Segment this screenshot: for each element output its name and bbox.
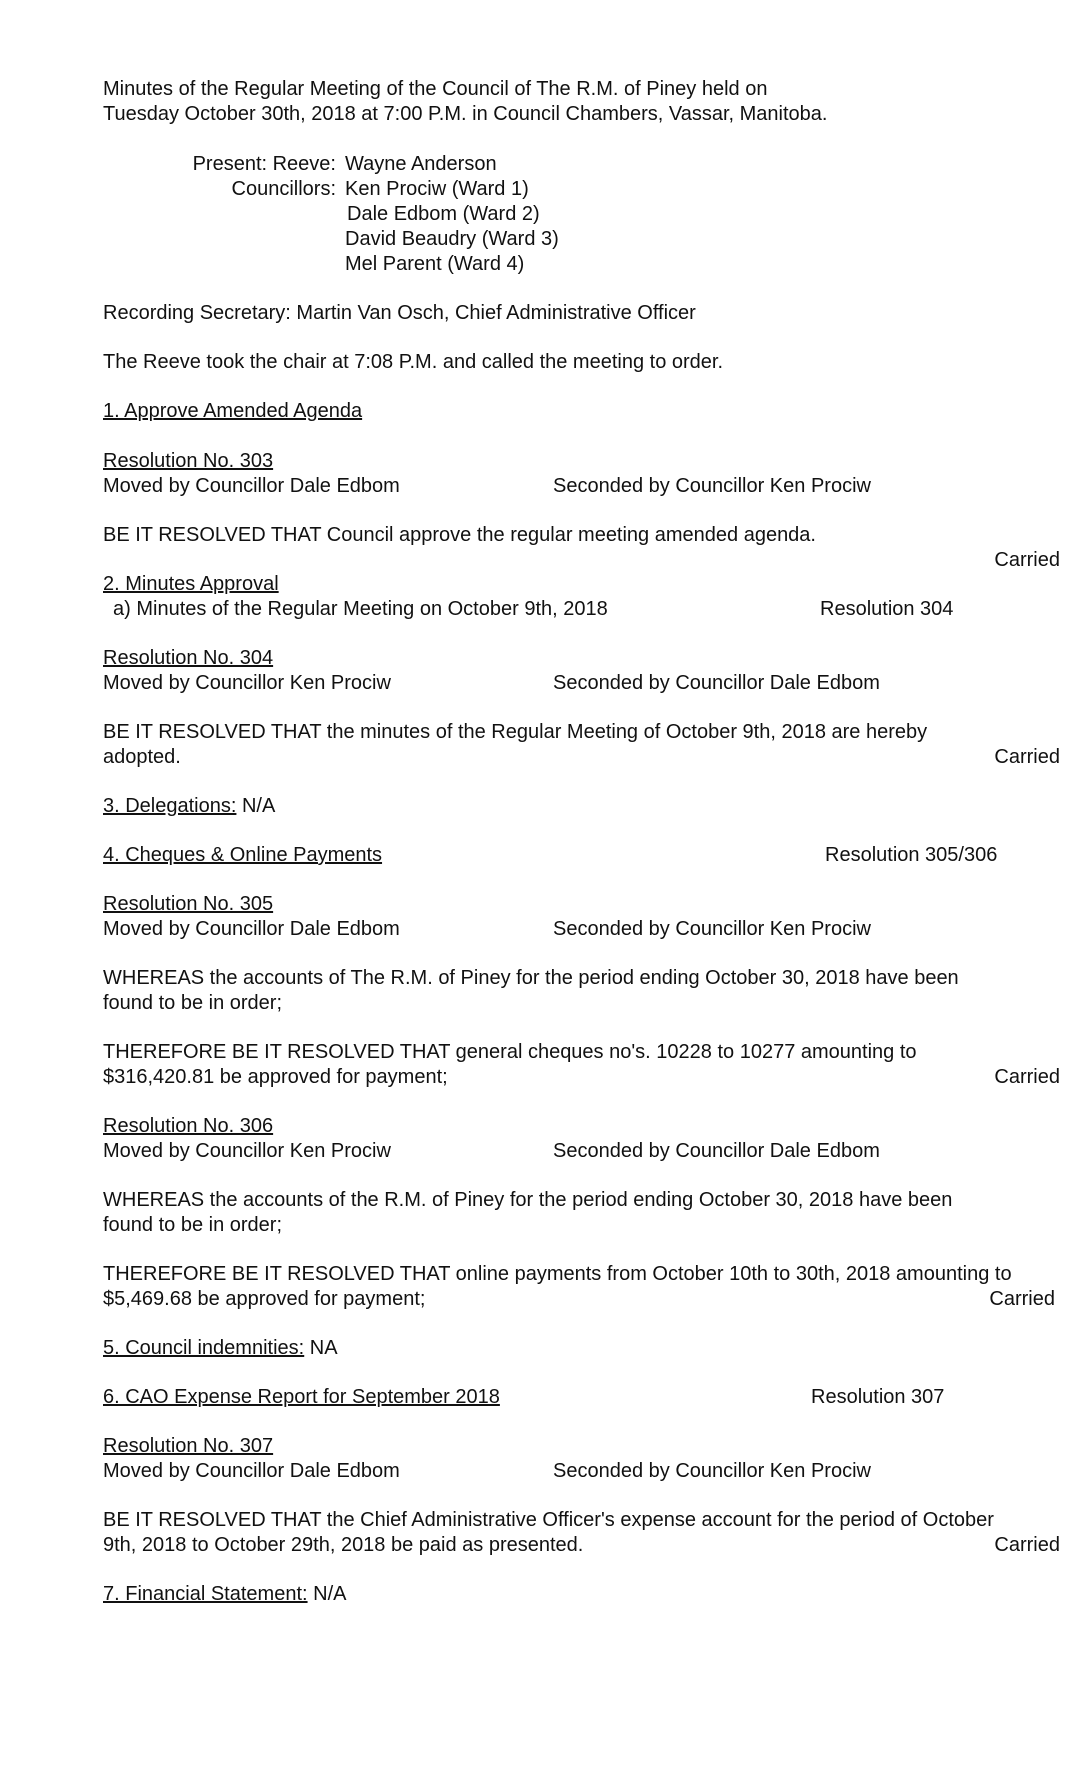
section-5 — [103, 1336, 338, 1361]
section-4-title: 4. Cheques & Online Payments — [103, 844, 383, 866]
resolution-304-text-line-1: BE IT RESOLVED THAT the minutes of the Regular Meeting of October 9th, 2018 are hereby — [103, 721, 928, 743]
section-7 — [103, 1582, 346, 1607]
document-title-line-1: Minutes of the Regular Meeting of the Council of The R.M. of Piney held on — [103, 78, 768, 100]
section-4-resolution: Resolution 305/306 — [825, 844, 998, 866]
resolution-303-seconded: Seconded by Councillor Ken Prociw — [553, 475, 871, 497]
present-reeve-label: Present: Reeve: — [192, 153, 336, 175]
section-2-item-a: a) Minutes of the Regular Meeting on October 9th, 2018 — [113, 598, 608, 620]
resolution-305-therefore-line-1: THEREFORE BE IT RESOLVED THAT general cheques no's. 10228 to 10277 amounting to — [103, 1041, 917, 1063]
resolution-306-whereas-line-1: WHEREAS the accounts of the R.M. of Piney for the period ending October 30, 2018 have been — [103, 1189, 953, 1211]
section-5-title: 5. Council indemnities: — [103, 1337, 305, 1359]
councillor-4: Mel Parent (Ward 4) — [345, 253, 525, 275]
resolution-307-title: Resolution No. 307 — [103, 1435, 274, 1457]
resolution-303-title: Resolution No. 303 — [103, 450, 274, 472]
section-6-resolution: Resolution 307 — [811, 1386, 945, 1408]
resolution-303-text: BE IT RESOLVED THAT Council approve the regular meeting amended agenda. — [103, 524, 816, 546]
section-5-value: NA — [304, 1337, 338, 1359]
section-2-title: 2. Minutes Approval — [103, 573, 279, 595]
resolution-305-whereas-line-1: WHEREAS the accounts of The R.M. of Piney for the period ending October 30, 2018 have been — [103, 967, 959, 989]
councillor-2: Dale Edbom (Ward 2) — [347, 203, 540, 225]
section-3-value: N/A — [236, 795, 276, 817]
councillor-3: David Beaudry (Ward 3) — [345, 228, 559, 250]
section-7-title: 7. Financial Statement: — [103, 1583, 308, 1605]
resolution-305-seconded: Seconded by Councillor Ken Prociw — [553, 918, 871, 940]
resolution-305-whereas-line-2: found to be in order; — [103, 992, 283, 1014]
section-6-title: 6. CAO Expense Report for September 2018 — [103, 1386, 500, 1408]
resolution-306-seconded: Seconded by Councillor Dale Edbom — [553, 1140, 880, 1162]
resolution-307-text-line-1: BE IT RESOLVED THAT the Chief Administrative Officer's expense account for the period of October — [103, 1509, 994, 1531]
resolution-307-moved: Moved by Councillor Dale Edbom — [103, 1460, 400, 1482]
resolution-305-therefore-line-2: $316,420.81 be approved for payment; — [103, 1066, 448, 1088]
section-3-title: 3. Delegations: — [103, 795, 237, 817]
resolution-306-therefore-line-2: $5,469.68 be approved for payment; — [103, 1288, 426, 1310]
resolution-306-therefore-line-1: THEREFORE BE IT RESOLVED THAT online payments from October 10th to 30th, 2018 amounting to — [103, 1263, 1012, 1285]
section-1-title: 1. Approve Amended Agenda — [103, 400, 363, 422]
resolution-304-moved: Moved by Councillor Ken Prociw — [103, 672, 391, 694]
resolution-306-moved: Moved by Councillor Ken Prociw — [103, 1140, 391, 1162]
section-7-value: N/A — [307, 1583, 347, 1605]
section-2-item-a-resolution: Resolution 304 — [820, 598, 954, 620]
resolution-305-title: Resolution No. 305 — [103, 893, 274, 915]
councillors-label: Councillors: — [231, 178, 336, 200]
resolution-306-title: Resolution No. 306 — [103, 1115, 274, 1137]
councillor-1: Ken Prociw (Ward 1) — [345, 178, 529, 200]
resolution-303-carried: Carried — [994, 549, 1060, 571]
resolution-306-carried: Carried — [989, 1288, 1055, 1310]
resolution-305-moved: Moved by Councillor Dale Edbom — [103, 918, 400, 940]
resolution-307-text-line-2: 9th, 2018 to October 29th, 2018 be paid as presented. — [103, 1534, 584, 1556]
section-3 — [103, 794, 275, 819]
resolution-307-seconded: Seconded by Councillor Ken Prociw — [553, 1460, 871, 1482]
resolution-304-text-line-2: adopted. — [103, 746, 181, 768]
call-to-order: The Reeve took the chair at 7:08 P.M. and called the meeting to order. — [103, 351, 724, 373]
resolution-305-carried: Carried — [994, 1066, 1060, 1088]
resolution-304-carried: Carried — [994, 746, 1060, 768]
resolution-304-seconded: Seconded by Councillor Dale Edbom — [553, 672, 880, 694]
reeve-name: Wayne Anderson — [345, 153, 497, 175]
resolution-304-title: Resolution No. 304 — [103, 647, 274, 669]
document-title-line-2: Tuesday October 30th, 2018 at 7:00 P.M. in Council Chambers, Vassar, Manitoba. — [103, 103, 828, 125]
recording-secretary: Recording Secretary: Martin Van Osch, Chief Administrative Officer — [103, 302, 696, 324]
resolution-307-carried: Carried — [994, 1534, 1060, 1556]
resolution-306-whereas-line-2: found to be in order; — [103, 1214, 283, 1236]
resolution-303-moved: Moved by Councillor Dale Edbom — [103, 475, 400, 497]
